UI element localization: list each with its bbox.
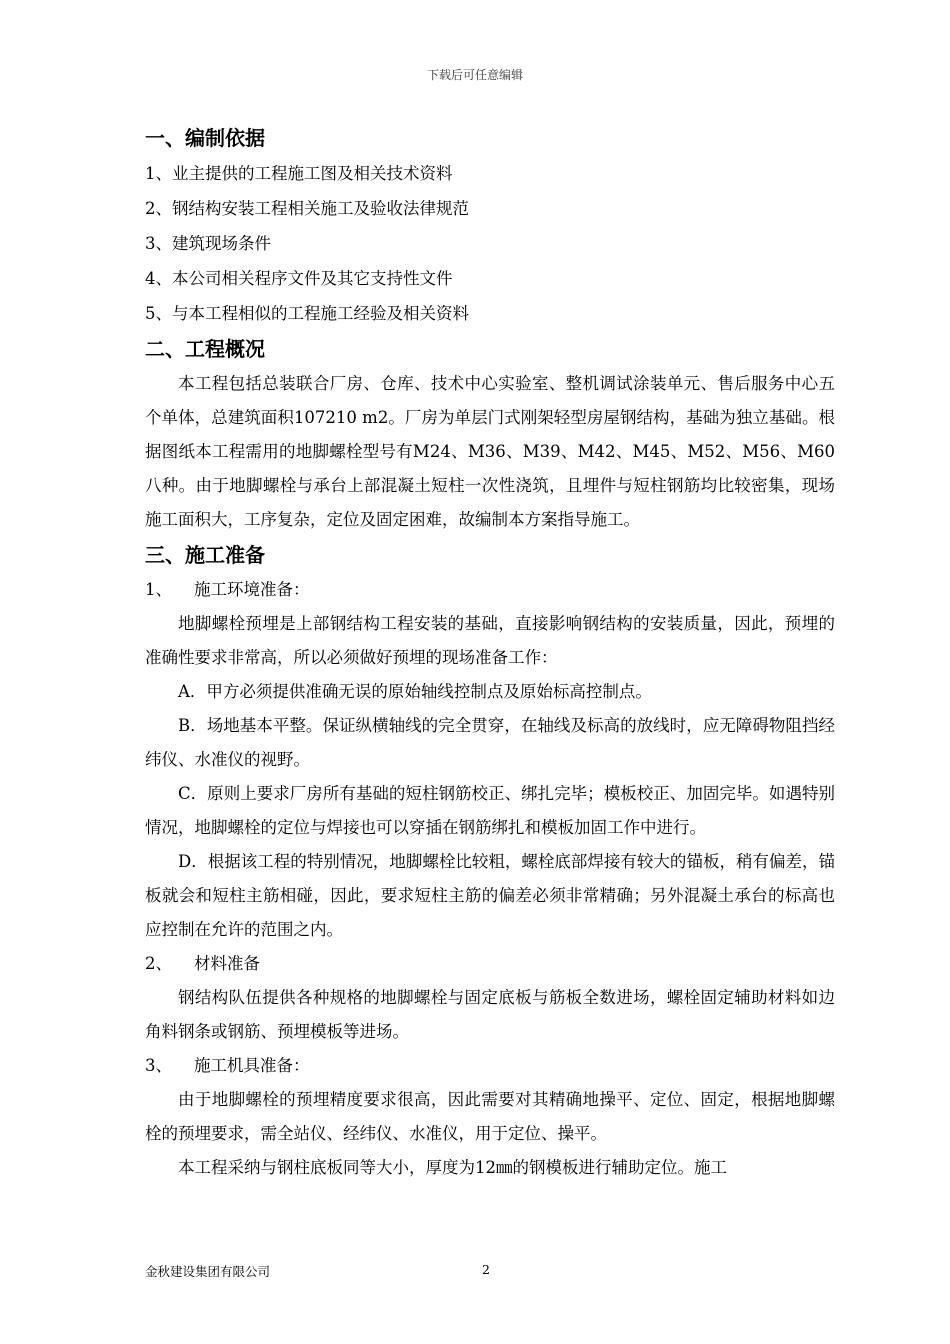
subsection-materials [145, 947, 835, 981]
environment-intro: 地脚螺栓预埋是上部钢结构工程安装的基础，直接影响钢结构的安装质量，因此，预埋的准确性要求非常高，所以必须做好预埋的现场准备工作： [145, 614, 835, 667]
environment-item-c: C．原则上要求厂房所有基础的短柱钢筋校正、绑扎完毕；模板校正、加固完毕。如遇特别情况，地脚螺栓的定位与焊接也可以穿插在钢筋绑扎和模板加固工作中进行。 [145, 784, 835, 837]
subsection-label: 材料准备 [194, 954, 260, 973]
equipment-paragraph-1: 由于地脚螺栓的预埋精度要求很高，因此需要对其精确地操平、定位、固定，根据地脚螺栓的预埋要求，需全站仪、经纬仪、水准仪，用于定位、操平。 [145, 1090, 835, 1143]
environment-item-d: D．根据该工程的特别情况，地脚螺栓比较粗，螺栓底部焊接有较大的锚板，稍有偏差，锚板就会和短柱主筋相碰，因此，要求短柱主筋的偏差必须非常精确；另外混凝土承台的标高也应控制在允许的范围之内。 [145, 852, 835, 939]
subsection-label: 施工环境准备： [194, 580, 310, 599]
list-item: 3、建筑现场条件 [145, 234, 271, 253]
section-title-overview: 二、工程概况 [145, 337, 265, 361]
document-body [145, 120, 835, 1185]
page-header: 下载后可任意编辑 [426, 68, 523, 82]
list-item: 1、业主提供的工程施工图及相关技术资料 [145, 164, 453, 183]
subsection-label: 施工机具准备： [194, 1056, 310, 1075]
list-item: 5、与本工程相似的工程施工经验及相关资料 [145, 304, 469, 323]
environment-item-b: B．场地基本平整。保证纵横轴线的完全贯穿，在轴线及标高的放线时，应无障碍物阻挡经纬仪、水准仪的视野。 [145, 716, 835, 769]
equipment-paragraph-2: 本工程采纳与钢柱底板同等大小，厚度为12㎜的钢模板进行辅助定位。施工 [178, 1158, 727, 1177]
subsection-number: 2、 [145, 954, 172, 973]
list-item: 4、本公司相关程序文件及其它支持性文件 [145, 269, 453, 288]
overview-paragraph: 本工程包括总装联合厂房、仓库、技术中心实验室、整机调试涂装单元、售后服务中心五个单体，总建筑面积107210 m2。厂房为单层门式刚架轻型房屋钢结构，基础为独立基础。根据图纸本工程需用的地脚螺栓型号有M24、M36、M39、M42、M45、M52、M56、M60八种。由于地脚螺栓与承台上部混凝土短柱一次性浇筑，且埋件与短柱钢筋均比较密集，现场施工面积大，工序复杂，定位及固定困难，故编制本方案指导施工。 [145, 374, 835, 529]
footer-company: 金秋建设集团有限公司 [145, 1264, 271, 1279]
subsection-number: 3、 [145, 1056, 172, 1075]
environment-item-a: A．甲方必须提供准确无误的原始轴线控制点及原始标高控制点。 [178, 682, 652, 701]
list-item: 2、钢结构安装工程相关施工及验收法律规范 [145, 199, 469, 218]
materials-paragraph: 钢结构队伍提供各种规格的地脚螺栓与固定底板与筋板全数进场，螺栓固定辅助材料如边角料钢条或钢筋、预埋模板等进场。 [145, 988, 835, 1041]
section-title-basis: 一、编制依据 [145, 126, 265, 150]
subsection-environment [145, 573, 835, 607]
subsection-number: 1、 [145, 580, 172, 599]
subsection-equipment [145, 1049, 835, 1083]
section-title-preparation: 三、施工准备 [145, 543, 265, 567]
page-number: 2 [482, 1262, 490, 1277]
